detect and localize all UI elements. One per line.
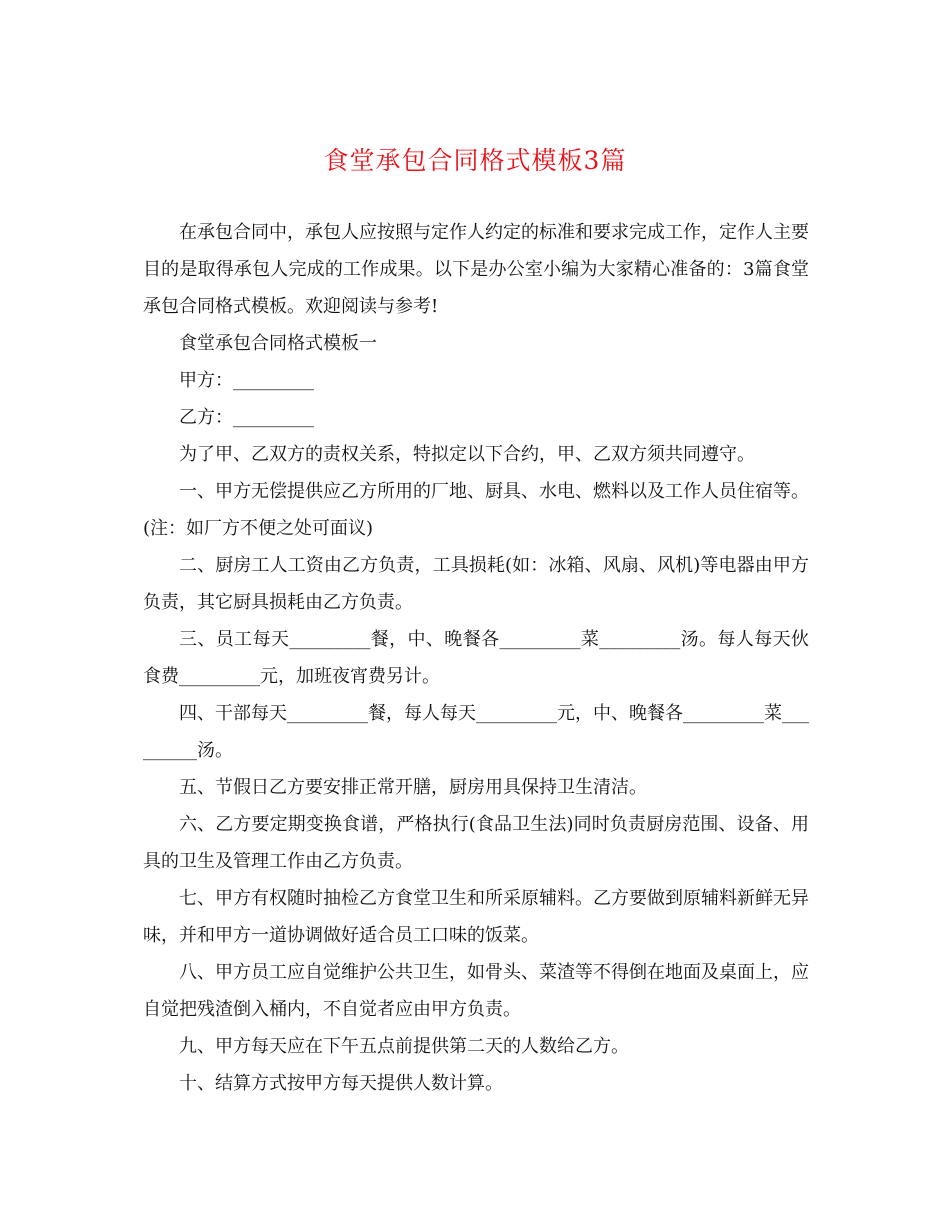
clause-2: 二、厨房工人工资由乙方负责，工具损耗(如：冰箱、风扇、风机)等电器由甲方负责，其它厨具损耗由乙方负责。 (143, 555, 809, 613)
template-heading: 食堂承包合同格式模板一 (179, 333, 377, 354)
clause-5: 五、节假日乙方要安排正常开膳，厨房用具保持卫生清洁。 (179, 777, 647, 798)
document-title: 食堂承包合同格式模板3篇 (323, 146, 627, 175)
intro-paragraph: 在承包合同中，承包人应按照与定作人约定的标准和要求完成工作，定作人主要目的是取得承包人完成的工作成果。以下是办公室小编为大家精心准备的：3篇食堂承包合同格式模板。欢迎阅读与参考! (143, 222, 809, 317)
clause-9: 九、甲方每天应在下午五点前提供第二天的人数给乙方。 (179, 1036, 629, 1057)
clause-6: 六、乙方要定期变换食谱，严格执行(食品卫生法)同时负责厨房范围、设备、用具的卫生及管理工作由乙方负责。 (143, 814, 809, 872)
clause-10: 十、结算方式按甲方每天提供人数计算。 (179, 1073, 503, 1094)
preamble-paragraph: 为了甲、乙双方的责权关系，特拟定以下合约，甲、乙双方须共同遵守。 (179, 444, 755, 465)
party-b-line: 乙方：_________ (179, 407, 314, 428)
clause-7: 七、甲方有权随时抽检乙方食堂卫生和所采原辅料。乙方要做到原辅料新鲜无异味，并和甲方一道协调做好适合员工口味的饭菜。 (143, 888, 809, 946)
clause-4: 四、干部每天_________餐，每人每天_________元，中、晚餐各_________菜_________汤。 (143, 703, 809, 761)
clause-1: 一、甲方无偿提供应乙方所用的厂地、厨具、水电、燃料以及工作人员住宿等。(注：如厂方不便之处可面议) (143, 481, 809, 539)
document-body (143, 214, 809, 1102)
party-a-line: 甲方：_________ (179, 370, 314, 391)
clause-3: 三、员工每天_________餐，中、晚餐各_________菜_________汤。每人每天伙食费_________元，加班夜宵费另计。 (143, 629, 809, 687)
clause-8: 八、甲方员工应自觉维护公共卫生，如骨头、菜渣等不得倒在地面及桌面上，应自觉把残渣倒入桶内，不自觉者应由甲方负责。 (143, 962, 809, 1020)
